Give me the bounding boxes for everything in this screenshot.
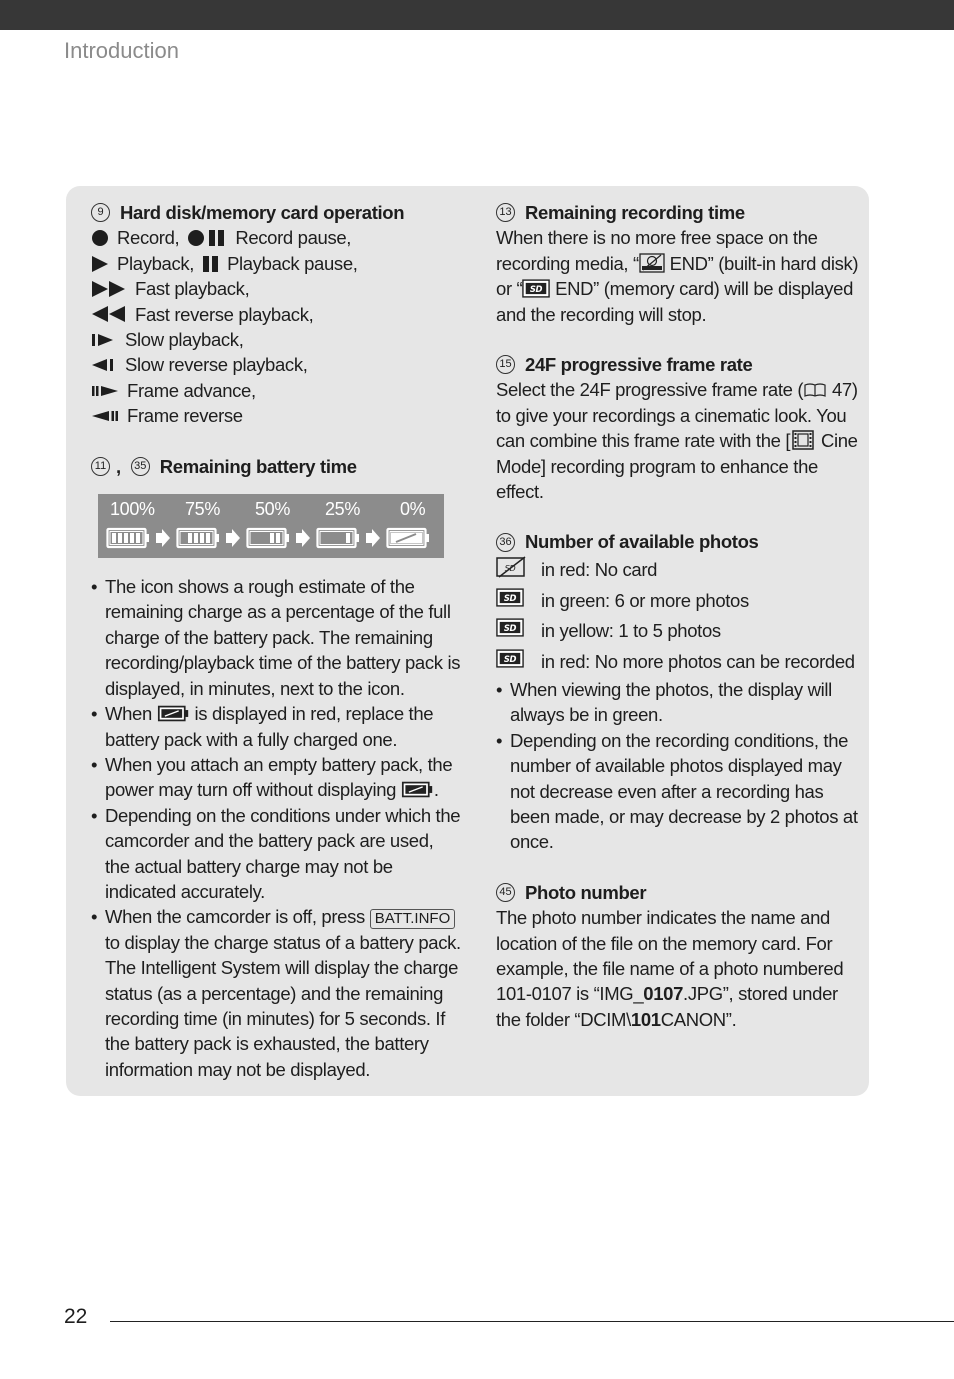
list-item bbox=[496, 646, 864, 677]
heading-text: Number of available photos bbox=[525, 531, 759, 553]
note-text: When you attach an empty battery pack, the power may turn off without displaying bbox=[105, 753, 453, 801]
battery-level-icons bbox=[106, 524, 438, 552]
paragraph-text: .JPG”, stored under the folder “DCIM\ bbox=[496, 983, 838, 1030]
frame-advance-icon bbox=[91, 382, 119, 400]
heading-operation bbox=[91, 200, 461, 225]
battery-level-label: 50% bbox=[255, 499, 290, 520]
remaining-time-text bbox=[496, 225, 864, 327]
heading-photo-number bbox=[496, 880, 864, 905]
battery-level-label: 75% bbox=[185, 499, 220, 520]
heading-available-photos bbox=[496, 529, 864, 554]
bold-text: 0107 bbox=[643, 983, 684, 1005]
note-text: Depending on the recording conditions, the number of available photos displayed may not decrease even after a recording has been made, or may decrease by 2 photos at once. bbox=[510, 729, 858, 853]
slow-reverse-icon bbox=[91, 356, 117, 374]
top-bar bbox=[0, 0, 954, 30]
paragraph-text: When there is no more free space on the recording media, “ bbox=[496, 227, 818, 274]
photo-notes bbox=[496, 677, 864, 855]
photo-status-text: in red: No card bbox=[541, 559, 658, 581]
record-pause-icon bbox=[187, 229, 227, 247]
film-icon bbox=[790, 430, 816, 450]
arrow-right-icon bbox=[156, 529, 170, 547]
page-number: 22 bbox=[64, 1305, 88, 1328]
op-row-fast-reverse bbox=[91, 302, 461, 327]
photo-status-text: in yellow: 1 to 5 photos bbox=[541, 620, 721, 642]
arrow-right-icon bbox=[366, 529, 380, 547]
heading-text: Remaining battery time bbox=[159, 455, 357, 477]
list-item bbox=[496, 616, 864, 647]
paragraph-text: END” (built-in hard disk) or “ bbox=[496, 252, 859, 300]
playback-label: Playback, bbox=[117, 252, 195, 274]
right-column bbox=[496, 200, 864, 1032]
pause-icon bbox=[202, 255, 219, 273]
fast-reverse-label: Fast reverse playback, bbox=[135, 303, 314, 325]
hard-disk-icon bbox=[639, 253, 665, 273]
op-row-slow-playback bbox=[91, 327, 461, 352]
photo-number-text bbox=[496, 905, 864, 1032]
battery-level-strip bbox=[98, 494, 444, 558]
heading-text: Remaining recording time bbox=[525, 202, 745, 223]
list-item bbox=[496, 728, 864, 855]
footer-rule bbox=[110, 1321, 954, 1322]
no-card-icon bbox=[496, 555, 526, 579]
op-row-frame-reverse bbox=[91, 403, 461, 428]
note-text: The icon shows a rough estimate of the remaining charge as a percentage of the full charge of the battery pack. The remaining recording/playback time of the battery pack is displayed, in minutes, next to the icon. bbox=[105, 576, 461, 699]
op-row-slow-reverse bbox=[91, 352, 461, 377]
ref-number: 11 bbox=[91, 457, 110, 476]
note-text: to display the charge status of a battery pack. The Intelligent System will display the charge status (as a percentage) and the remaining recording time (in minutes) for 5 seconds. If the battery pack is exhausted, the battery information may not be displayed. bbox=[105, 931, 461, 1080]
sd-card-icon bbox=[496, 649, 524, 668]
ref-number: 15 bbox=[496, 355, 515, 374]
photo-status-list bbox=[496, 555, 864, 677]
paragraph-text: 47) to give your recordings a cinematic look. You can combine this frame rate with the [ bbox=[496, 379, 858, 452]
record-label: Record, bbox=[117, 227, 180, 249]
battery-empty-icon bbox=[401, 780, 434, 799]
frame-rate-text bbox=[496, 377, 864, 504]
record-icon bbox=[91, 229, 109, 247]
battery-notes bbox=[91, 574, 461, 1082]
heading-text: Hard disk/memory card operation bbox=[120, 202, 405, 223]
list-item bbox=[496, 677, 864, 728]
op-row-fast-playback bbox=[91, 276, 461, 301]
battery-level-label: 100% bbox=[110, 499, 155, 520]
note-text: is displayed in red, replace the battery pack with a fully charged one. bbox=[105, 703, 434, 750]
ref-number: 45 bbox=[496, 883, 515, 902]
battery-empty-icon bbox=[157, 704, 190, 723]
fast-playback-label: Fast playback, bbox=[135, 278, 250, 300]
book-icon bbox=[803, 382, 827, 398]
op-row-record bbox=[91, 225, 461, 250]
list-item bbox=[496, 555, 864, 586]
note-text: . bbox=[433, 779, 439, 801]
heading-text: 24F progressive frame rate bbox=[525, 354, 753, 376]
paragraph-text: Cine Mode] recording program to enhance the effect. bbox=[496, 430, 858, 503]
play-icon bbox=[91, 255, 109, 273]
list-item bbox=[91, 701, 461, 752]
list-item bbox=[91, 574, 461, 701]
ref-number: 9 bbox=[91, 203, 110, 222]
list-item bbox=[496, 585, 864, 616]
batt-info-button: BATT.INFO bbox=[370, 909, 456, 929]
photo-status-text: in green: 6 or more photos bbox=[541, 589, 749, 611]
battery-75-icon bbox=[178, 529, 220, 547]
heading-battery bbox=[91, 454, 461, 479]
op-row-playback bbox=[91, 251, 461, 276]
photo-status-text: in red: No more photos can be recorded bbox=[541, 650, 855, 672]
playback-pause-label: Playback pause, bbox=[227, 252, 358, 274]
paragraph-text: CANON”. bbox=[660, 1008, 737, 1030]
fast-reverse-icon bbox=[91, 305, 127, 323]
left-column bbox=[91, 200, 461, 1082]
heading-frame-rate bbox=[496, 352, 864, 377]
ref-separator: , bbox=[116, 455, 121, 477]
sd-card-icon bbox=[496, 618, 524, 637]
sd-card-icon bbox=[522, 279, 550, 298]
list-item bbox=[91, 904, 461, 1082]
paragraph-text: END” (memory card) will be displayed and the recording will stop. bbox=[496, 278, 854, 325]
list-item bbox=[91, 752, 461, 803]
bold-text: 101 bbox=[630, 1008, 661, 1030]
list-item bbox=[91, 803, 461, 905]
frame-advance-label: Frame advance, bbox=[127, 379, 256, 401]
heading-remaining-time bbox=[496, 200, 864, 225]
battery-50-icon bbox=[248, 529, 290, 547]
note-text: Depending on the conditions under which the camcorder and the battery pack are used, the actual battery charge may not be indicated accurately. bbox=[105, 804, 461, 902]
ref-number: 36 bbox=[496, 533, 515, 552]
frame-reverse-label: Frame reverse bbox=[127, 405, 243, 427]
frame-reverse-icon bbox=[91, 407, 119, 425]
battery-level-label: 25% bbox=[325, 499, 360, 520]
battery-25-icon bbox=[318, 529, 360, 547]
note-text: When bbox=[105, 703, 152, 725]
slow-reverse-label: Slow reverse playback, bbox=[125, 354, 308, 376]
heading-text: Photo number bbox=[525, 881, 647, 903]
slow-playback-label: Slow playback, bbox=[125, 329, 244, 351]
ref-number: 13 bbox=[496, 203, 515, 222]
paragraph-text: Select the 24F progressive frame rate ( bbox=[496, 379, 804, 401]
sd-card-icon bbox=[496, 588, 524, 607]
battery-full-icon bbox=[108, 529, 150, 547]
battery-empty-icon bbox=[388, 529, 430, 547]
arrow-right-icon bbox=[226, 529, 240, 547]
record-pause-label: Record pause, bbox=[235, 227, 352, 249]
slow-play-icon bbox=[91, 331, 117, 349]
arrow-right-icon bbox=[296, 529, 310, 547]
note-text: When the camcorder is off, press bbox=[105, 906, 365, 928]
section-title: Introduction bbox=[64, 38, 179, 63]
ref-number: 35 bbox=[131, 457, 150, 476]
op-row-frame-advance bbox=[91, 378, 461, 403]
note-text: When viewing the photos, the display will always be in green. bbox=[510, 678, 832, 726]
fast-forward-icon bbox=[91, 280, 127, 298]
battery-level-label: 0% bbox=[400, 499, 426, 520]
paragraph-text: The photo number indicates the name and location of the file on the memory card. For example, the file name of a photo numbered 101-0107 is “IMG_ bbox=[496, 907, 844, 1005]
